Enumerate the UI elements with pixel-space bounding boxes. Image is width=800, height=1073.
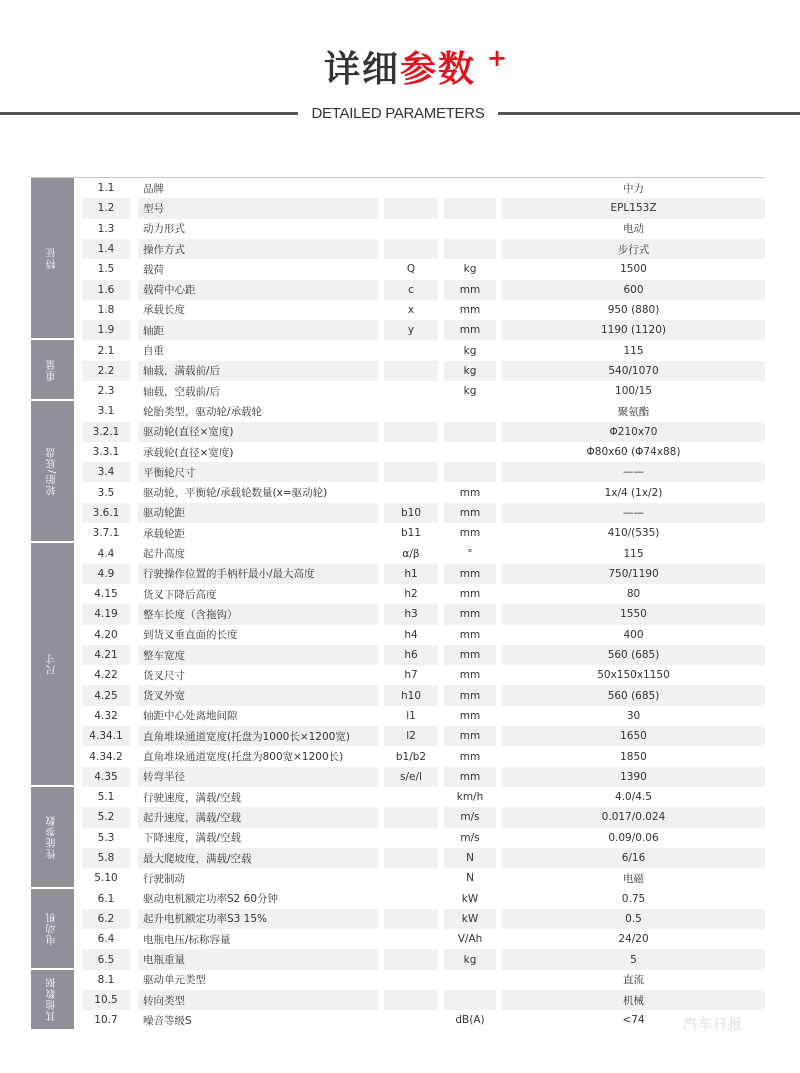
section-5 <box>31 787 765 889</box>
table-row <box>82 320 765 340</box>
param-name: 电瓶电压/标称容量 <box>143 933 231 946</box>
param-number: 4.20 <box>94 628 118 641</box>
param-value: 0.09/0.06 <box>608 831 659 844</box>
param-unit: mm <box>459 588 481 601</box>
param-name: 轴距 <box>138 320 378 340</box>
watermark-text: 汽车日报 <box>683 1017 743 1033</box>
param-value: 600 <box>502 280 765 300</box>
param-name: 起升电机额定功率S3 15% <box>138 909 378 929</box>
section-label-text: 性能参数 <box>47 814 58 859</box>
param-name: 整车宽度 <box>138 645 378 665</box>
plus-icon: + <box>487 44 508 72</box>
param-name: 转向类型 <box>138 990 378 1010</box>
param-symbol <box>384 807 438 827</box>
param-symbol: h1 <box>384 564 438 584</box>
param-unit: kg <box>444 361 496 381</box>
param-number: 3.7.1 <box>92 527 120 540</box>
param-number: 3.4 <box>82 462 130 482</box>
param-value: 560 (685) <box>502 645 765 665</box>
param-number: 5.3 <box>97 831 115 844</box>
param-symbol: h6 <box>384 645 438 665</box>
param-unit: dB(A) <box>455 1014 485 1027</box>
param-value: Φ80x60 (Φ74x88) <box>586 446 681 459</box>
param-name: 承载轮距 <box>143 527 185 540</box>
param-name: 噪音等级S <box>143 1014 192 1027</box>
param-unit: mm <box>459 527 481 540</box>
table-row <box>82 198 765 218</box>
param-value: 115 <box>623 547 644 560</box>
param-name: 轴距中心处离地间隙 <box>143 710 238 723</box>
table-row <box>82 685 765 705</box>
param-symbol <box>384 361 438 381</box>
param-symbol <box>384 462 438 482</box>
table-row <box>82 401 765 421</box>
param-symbol <box>384 868 438 888</box>
table-row <box>82 706 765 726</box>
param-unit <box>444 990 496 1010</box>
param-number: 2.2 <box>82 361 130 381</box>
param-name: 驱动轮距 <box>138 503 378 523</box>
param-name: 操作方式 <box>138 239 378 259</box>
param-name: 承载长度 <box>143 304 185 317</box>
param-number: 4.4 <box>97 547 115 560</box>
param-unit: mm <box>444 564 496 584</box>
param-number: 4.35 <box>82 767 130 787</box>
param-number: 6.4 <box>97 933 115 946</box>
param-unit: mm <box>444 320 496 340</box>
param-name: 承载轮(直径×宽度) <box>143 446 234 459</box>
table-row <box>82 422 765 442</box>
param-value: Φ210x70 <box>502 422 765 442</box>
table-row <box>82 767 765 787</box>
param-value: 560 (685) <box>502 685 765 705</box>
param-unit: kg <box>463 263 477 276</box>
param-value: 6/16 <box>502 848 765 868</box>
param-name: 轴载，满载前/后 <box>138 361 378 381</box>
param-number: 4.32 <box>94 709 118 722</box>
param-symbol <box>384 949 438 969</box>
param-value: 聚氨酯 <box>617 405 650 418</box>
title-red: 参数 <box>400 49 477 90</box>
param-unit: mm <box>459 750 481 763</box>
param-number: 6.1 <box>97 892 115 905</box>
param-number: 4.9 <box>82 564 130 584</box>
param-number: 3.1 <box>97 405 115 418</box>
param-number: 1.6 <box>82 280 130 300</box>
param-unit: kg <box>463 344 477 357</box>
table-row <box>82 280 765 300</box>
param-symbol <box>384 442 438 462</box>
param-unit: N <box>444 848 496 868</box>
section-label <box>31 543 74 785</box>
param-value: 540/1070 <box>502 361 765 381</box>
param-unit: mm <box>444 280 496 300</box>
param-symbol <box>384 401 438 421</box>
param-symbol <box>384 340 438 360</box>
param-symbol <box>384 889 438 909</box>
param-value: 步行式 <box>502 239 765 259</box>
param-number: 3.5 <box>97 486 115 499</box>
param-value: 直流 <box>623 974 644 987</box>
param-value: <74 <box>622 1014 645 1027</box>
section-label <box>31 970 74 1029</box>
param-value: 1550 <box>502 604 765 624</box>
section-7 <box>31 970 765 1031</box>
param-symbol: h3 <box>384 604 438 624</box>
param-symbol: l2 <box>384 726 438 746</box>
table-row <box>82 787 765 807</box>
table-row <box>82 584 765 604</box>
param-number: 5.10 <box>94 872 118 885</box>
table-row <box>82 300 765 320</box>
section-4 <box>31 543 765 787</box>
param-unit: mm <box>444 604 496 624</box>
param-unit: N <box>466 872 474 885</box>
section-2 <box>31 340 765 401</box>
param-unit <box>444 422 496 442</box>
param-name: 电瓶重量 <box>138 949 378 969</box>
param-name: 最大爬坡度，满载/空载 <box>138 848 378 868</box>
param-name: 起升速度，满载/空载 <box>138 807 378 827</box>
param-number: 8.1 <box>97 973 115 986</box>
param-value: 0.5 <box>502 909 765 929</box>
param-number: 1.4 <box>82 239 130 259</box>
param-symbol <box>384 239 438 259</box>
param-number: 4.19 <box>82 604 130 624</box>
param-value: 机械 <box>502 990 765 1010</box>
param-symbol <box>384 909 438 929</box>
param-number: 10.5 <box>82 990 130 1010</box>
table-row <box>82 442 765 462</box>
param-value: 80 <box>626 588 641 601</box>
table-row <box>82 970 765 990</box>
param-symbol <box>384 929 438 949</box>
param-number: 1.1 <box>97 182 115 195</box>
param-name: 载荷中心距 <box>138 280 378 300</box>
table-row <box>82 828 765 848</box>
table-row <box>82 462 765 482</box>
param-value: EPL153Z <box>502 198 765 218</box>
param-value: 电动 <box>623 223 644 236</box>
param-name: 货叉外宽 <box>138 685 378 705</box>
param-symbol: b10 <box>384 503 438 523</box>
param-number: 4.34.1 <box>82 726 130 746</box>
param-value: 100/15 <box>615 385 652 398</box>
param-value: 24/20 <box>618 933 649 946</box>
param-symbol <box>384 828 438 848</box>
table-row <box>82 259 765 279</box>
section-1 <box>31 178 765 340</box>
param-name: 驱动单元类型 <box>143 974 206 987</box>
param-symbol <box>384 787 438 807</box>
param-symbol <box>384 1010 438 1030</box>
param-unit <box>444 239 496 259</box>
table-row <box>82 807 765 827</box>
param-unit: mm <box>459 486 481 499</box>
param-number: 5.8 <box>82 848 130 868</box>
param-symbol: h4 <box>404 628 418 641</box>
param-value: 50x150x1150 <box>597 669 670 682</box>
param-number: 4.22 <box>94 669 118 682</box>
param-value: 1190 (1120) <box>502 320 765 340</box>
param-value: 中力 <box>623 182 644 195</box>
divider-right <box>498 112 800 115</box>
param-unit: ° <box>467 547 473 560</box>
param-unit <box>444 970 496 990</box>
param-name: 型号 <box>138 198 378 218</box>
section-label-text: 尺寸 <box>47 653 58 676</box>
param-number: 1.5 <box>97 263 115 276</box>
param-symbol <box>384 422 438 442</box>
table-row <box>82 564 765 584</box>
param-name: 驱动轮，平衡轮/承载轮数量(x=驱动轮) <box>143 487 328 500</box>
param-unit <box>444 219 496 239</box>
section-label <box>31 787 74 887</box>
param-number: 3.6.1 <box>82 503 130 523</box>
param-value: 0.017/0.024 <box>502 807 765 827</box>
param-value: 0.75 <box>621 892 646 905</box>
section-label-text: 其他数据 <box>47 977 58 1022</box>
param-unit: mm <box>459 628 481 641</box>
param-symbol: l1 <box>406 709 416 722</box>
param-name: 到货叉垂直面的长度 <box>143 629 238 642</box>
section-6 <box>31 889 765 970</box>
param-symbol <box>384 178 438 198</box>
param-number: 3.2.1 <box>82 422 130 442</box>
param-value: 410/(535) <box>607 527 660 540</box>
param-symbol <box>384 482 438 502</box>
table-row <box>82 665 765 685</box>
param-number: 10.7 <box>94 1014 118 1027</box>
param-symbol <box>384 198 438 218</box>
param-name: 动力形式 <box>143 223 185 236</box>
table-row <box>82 1010 765 1030</box>
param-symbol: h2 <box>404 588 418 601</box>
param-unit: kW <box>461 892 479 905</box>
param-unit <box>444 198 496 218</box>
param-number: 5.2 <box>82 807 130 827</box>
section-label <box>31 401 74 541</box>
param-value: —— <box>502 503 765 523</box>
param-number: 5.1 <box>97 791 115 804</box>
param-symbol: α/β <box>402 547 420 560</box>
param-value: 950 (880) <box>607 303 660 316</box>
param-value: 1850 <box>620 750 647 763</box>
param-unit <box>444 401 496 421</box>
table-row <box>82 990 765 1010</box>
table-row <box>82 625 765 645</box>
param-unit: kg <box>463 385 477 398</box>
table-row <box>82 868 765 888</box>
param-name: 直角堆垛通道宽度(托盘为1000长×1200宽) <box>138 726 378 746</box>
param-number: 4.34.2 <box>89 750 123 763</box>
table-row <box>82 726 765 746</box>
param-number: 4.15 <box>94 588 118 601</box>
table-row <box>82 381 765 401</box>
table-row <box>82 645 765 665</box>
param-name: 品牌 <box>143 182 164 195</box>
section-label-text: 轮胎/底盘 <box>47 447 58 496</box>
section-label-text: 特征 <box>47 247 58 270</box>
param-name: 行驶制动 <box>143 872 185 885</box>
table-row <box>82 219 765 239</box>
param-number: 4.21 <box>82 645 130 665</box>
param-name: 下降速度，满载/空载 <box>143 832 242 845</box>
param-name: 行驶操作位置的手柄杆最小/最大高度 <box>138 564 378 584</box>
param-name: 轴载，空载前/后 <box>143 385 221 398</box>
param-unit <box>444 178 496 198</box>
param-symbol: x <box>407 303 415 316</box>
param-symbol: c <box>384 280 438 300</box>
table-row <box>82 482 765 502</box>
param-value: 1500 <box>620 263 647 276</box>
param-unit: mm <box>459 709 481 722</box>
param-name: 转弯半径 <box>138 767 378 787</box>
param-unit: mm <box>444 503 496 523</box>
param-name: 驱动电机额定功率S2 60分钟 <box>143 893 279 906</box>
param-number: 1.3 <box>97 222 115 235</box>
param-number: 2.3 <box>97 385 115 398</box>
param-name: 平衡轮尺寸 <box>138 462 378 482</box>
param-symbol: s/e/l <box>384 767 438 787</box>
param-unit: mm <box>444 726 496 746</box>
param-unit: kW <box>444 909 496 929</box>
table-row <box>82 929 765 949</box>
param-number: 1.8 <box>97 303 115 316</box>
param-unit <box>444 462 496 482</box>
param-number: 1.9 <box>82 320 130 340</box>
param-unit: m/s <box>460 831 480 844</box>
param-unit: kg <box>444 949 496 969</box>
param-symbol <box>384 219 438 239</box>
param-name: 直角堆垛通道宽度(托盘为800宽×1200长) <box>143 751 344 764</box>
title-dark: 详细 <box>323 49 400 90</box>
param-name: 驱动轮(直径×宽度) <box>138 422 378 442</box>
param-unit: mm <box>444 767 496 787</box>
page-header <box>0 0 800 140</box>
section-label <box>31 340 74 399</box>
param-unit <box>444 442 496 462</box>
param-value: 4.0/4.5 <box>615 791 652 804</box>
param-unit: km/h <box>456 791 484 804</box>
param-number: 4.25 <box>82 685 130 705</box>
param-symbol: h10 <box>384 685 438 705</box>
param-value: 115 <box>623 344 644 357</box>
param-symbol: h7 <box>404 669 418 682</box>
param-symbol: b11 <box>400 527 422 540</box>
section-3 <box>31 401 765 543</box>
param-name: 自重 <box>143 345 164 358</box>
table-row <box>82 361 765 381</box>
param-unit: mm <box>459 669 481 682</box>
table-row <box>82 848 765 868</box>
param-value: —— <box>502 462 765 482</box>
table-row <box>82 503 765 523</box>
param-number: 2.1 <box>97 344 115 357</box>
param-number: 3.3.1 <box>92 446 120 459</box>
param-name: 载荷 <box>143 263 164 276</box>
table-row <box>82 604 765 624</box>
param-unit: mm <box>459 303 481 316</box>
table-row <box>82 340 765 360</box>
param-symbol <box>384 970 438 990</box>
table-row <box>82 543 765 563</box>
param-symbol: b1/b2 <box>395 750 427 763</box>
page-subtitle: DETAILED PARAMETERS <box>311 105 485 122</box>
table-row <box>82 889 765 909</box>
param-name: 轮胎类型，驱动轮/承载轮 <box>143 405 263 418</box>
section-label-text: 电动机 <box>47 911 58 945</box>
param-name: 货叉下降后高度 <box>143 588 217 601</box>
param-symbol <box>384 848 438 868</box>
table-row <box>82 239 765 259</box>
param-number: 1.2 <box>82 198 130 218</box>
param-number: 6.2 <box>82 909 130 929</box>
table-row <box>82 909 765 929</box>
param-number: 6.5 <box>82 949 130 969</box>
param-symbol <box>384 990 438 1010</box>
param-symbol <box>384 381 438 401</box>
param-unit: V/Ah <box>457 933 483 946</box>
param-value: 5 <box>502 949 765 969</box>
param-name: 货叉尺寸 <box>143 669 185 682</box>
section-label <box>31 889 74 968</box>
table-row <box>82 178 765 198</box>
param-symbol: Q <box>406 263 416 276</box>
param-value: 750/1190 <box>502 564 765 584</box>
param-unit: mm <box>444 685 496 705</box>
param-unit: mm <box>444 645 496 665</box>
param-value: 1x/4 (1x/2) <box>604 486 663 499</box>
param-symbol: y <box>384 320 438 340</box>
param-value: 400 <box>623 628 644 641</box>
param-value: 电磁 <box>623 872 644 885</box>
divider-left <box>0 112 298 115</box>
param-name: 整车长度（含拖钩） <box>138 604 378 624</box>
param-value: 1390 <box>502 767 765 787</box>
table-row <box>82 523 765 543</box>
table-row <box>82 746 765 766</box>
page-title <box>0 44 800 92</box>
param-unit: m/s <box>444 807 496 827</box>
param-value: 30 <box>626 709 641 722</box>
param-name: 起升高度 <box>143 548 185 561</box>
table-row <box>82 949 765 969</box>
param-name: 行驶速度，满载/空载 <box>143 791 242 804</box>
param-value: 1650 <box>502 726 765 746</box>
section-label-text: 重量 <box>47 358 58 381</box>
section-label <box>31 178 74 338</box>
